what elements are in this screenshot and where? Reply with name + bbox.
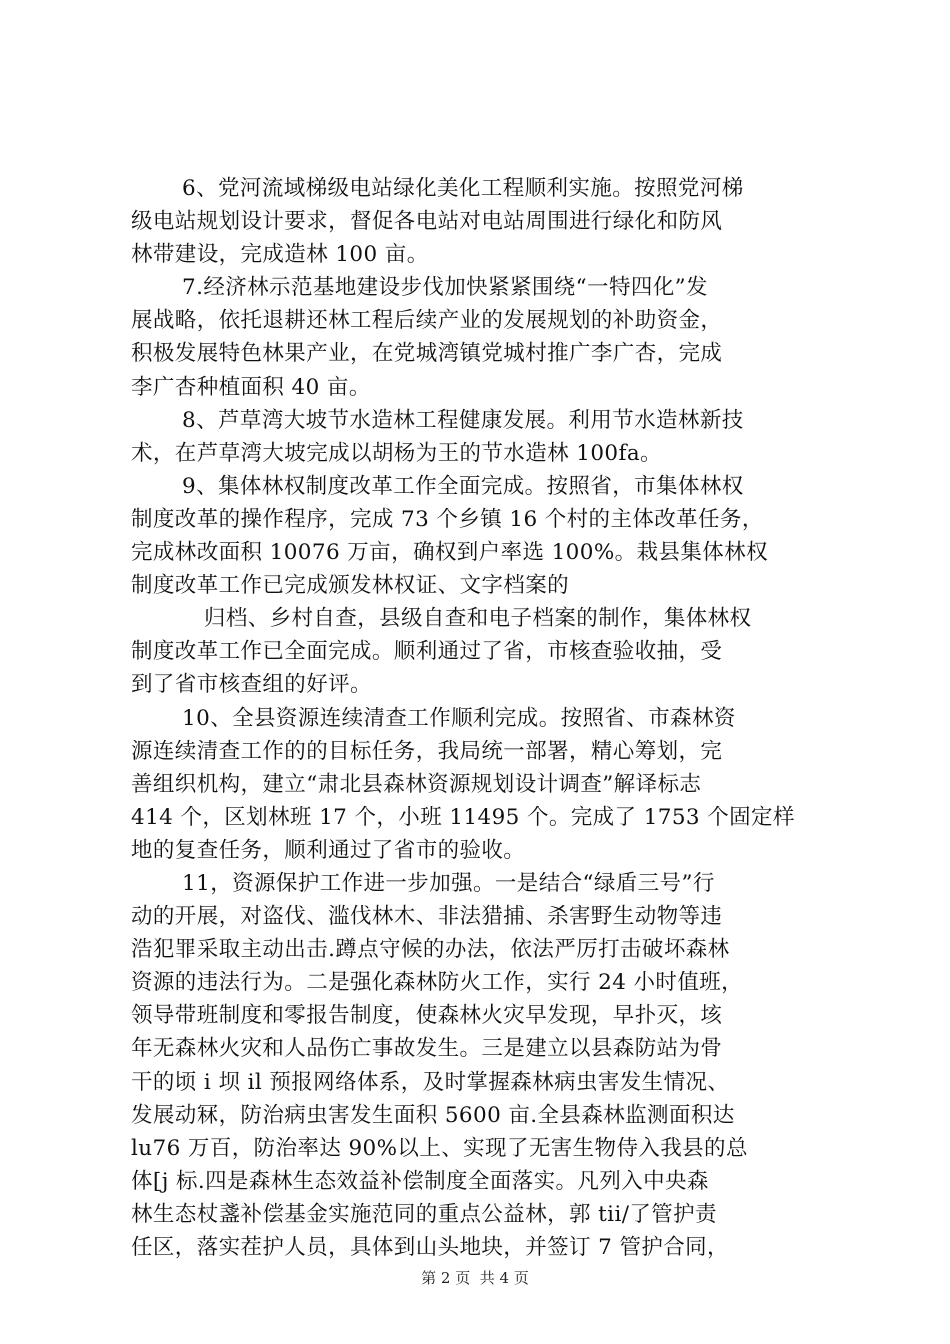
text-line: 10、全县资源连续清查工作顺利完成。按照省、市森林资 [131, 705, 736, 731]
text-line: 归档、乡村自查，县级自查和电子档案的制作，集体林权 [131, 606, 752, 632]
text-line: 源连续清查工作的的目标任务，我局统一部署，精心筹划，完 [131, 738, 723, 764]
text-line: 善组织机构，建立“肃北县森林资源规划设计调查”解译标志 [131, 771, 702, 797]
text-line: 11，资源保护工作进一步加强。一是结合“绿盾三号”行 [131, 870, 715, 896]
text-line: 林带建设，完成造林 100 亩。 [131, 242, 429, 268]
text-line: 浩犯罪采取主动出击.蹲点守候的办法，依法严厉打击破坏森林 [131, 937, 730, 963]
text-line: 林生态杖盞补偿基金实施范同的重点公益林，郭 tii/了管护责 [131, 1201, 717, 1227]
text-line: 展战略，依托退耕还林工程后续产业的发展规划的补助资金， [131, 308, 723, 334]
text-line: 任区，落实茬护人员，具体到山头地块，并签订 7 管护合同， [131, 1235, 729, 1260]
text-line: 9、集体林权制度改革工作全面完成。按照省，市集体林权 [131, 473, 744, 499]
text-line: 体[j 标.四是森林生态效益补偿制度全面落实。凡列入中央森 [131, 1168, 709, 1194]
text-line: 制度改革的操作程序，完成 73 个乡镇 16 个村的主体改革任务， [131, 506, 764, 532]
text-line: 8、芦草湾大坡节水造林工程健康发展。利用节水造林新技 [131, 407, 744, 433]
text-line: 到了省市核查组的好评。 [131, 672, 372, 698]
text-line: 年无森林火灾和人品伤亡事故发生。三是建立以县森防站为骨 [131, 1036, 723, 1062]
page-footer [0, 1268, 950, 1288]
text-line: 资源的违法行为。二是强化森林防火工作，实行 24 小时值班， [131, 970, 744, 996]
text-line: 制度改革工作已全面完成。顺利通过了省，市核查验收抽，受 [131, 639, 723, 665]
footer-spacer [470, 1269, 480, 1287]
page-number: 第 2 页 [421, 1269, 471, 1287]
text-line: 级电站规划设计要求，督促各电站对电站周围进行绿化和防风 [131, 209, 723, 235]
text-line: 发展动冧，防治病虫害发生面积 5600 亩.全县森林监测面积达 [131, 1102, 735, 1128]
text-line: 积极发展特色林果产业，在党城湾镇党城村推广李广杏，完成 [131, 341, 723, 367]
page-total: 共 4 页 [479, 1269, 529, 1287]
text-line: 动的开展，对盗伐、滥伐林木、非法猎捕、杀害野生动物等违 [131, 904, 723, 930]
text-line: 完成林改面积 10076 万亩，确权到户率选 100%。栽县集体林权 [131, 540, 768, 566]
text-line: 6、党河流域梯级电站绿化美化工程顺利实施。按照党河梯 [131, 176, 744, 201]
text-line: 制度改革工作已完成颁发林权证、文字档案的 [131, 573, 570, 599]
text-line: 术，在芦草湾大坡完成以胡杨为王的节水造林 100fa。 [131, 440, 662, 466]
text-line: 李广杏种植面积 40 亩。 [131, 374, 371, 400]
text-line: 干的顷 i 坝 il 预报网络体系，及时掌握森林病虫害发生情况、 [131, 1069, 730, 1095]
text-line: 领导带班制度和零报告制度，使森林火灾早发现，早扑灭，垓 [131, 1003, 723, 1029]
text-line: lu76 万百，防治率达 90%以上、实现了无害生物侍入我县的总 [131, 1135, 748, 1161]
text-line: 7.经济林示范基地建设步伐加快紧紧围绕“一特四化”发 [131, 275, 708, 301]
text-line: 414 个，区划林班 17 个，小班 11495 个。完成了 1753 个固定样 [131, 804, 795, 830]
body-text [131, 172, 821, 1264]
text-line: 地的复查任务，顺利通过了省市的验收。 [131, 837, 526, 863]
